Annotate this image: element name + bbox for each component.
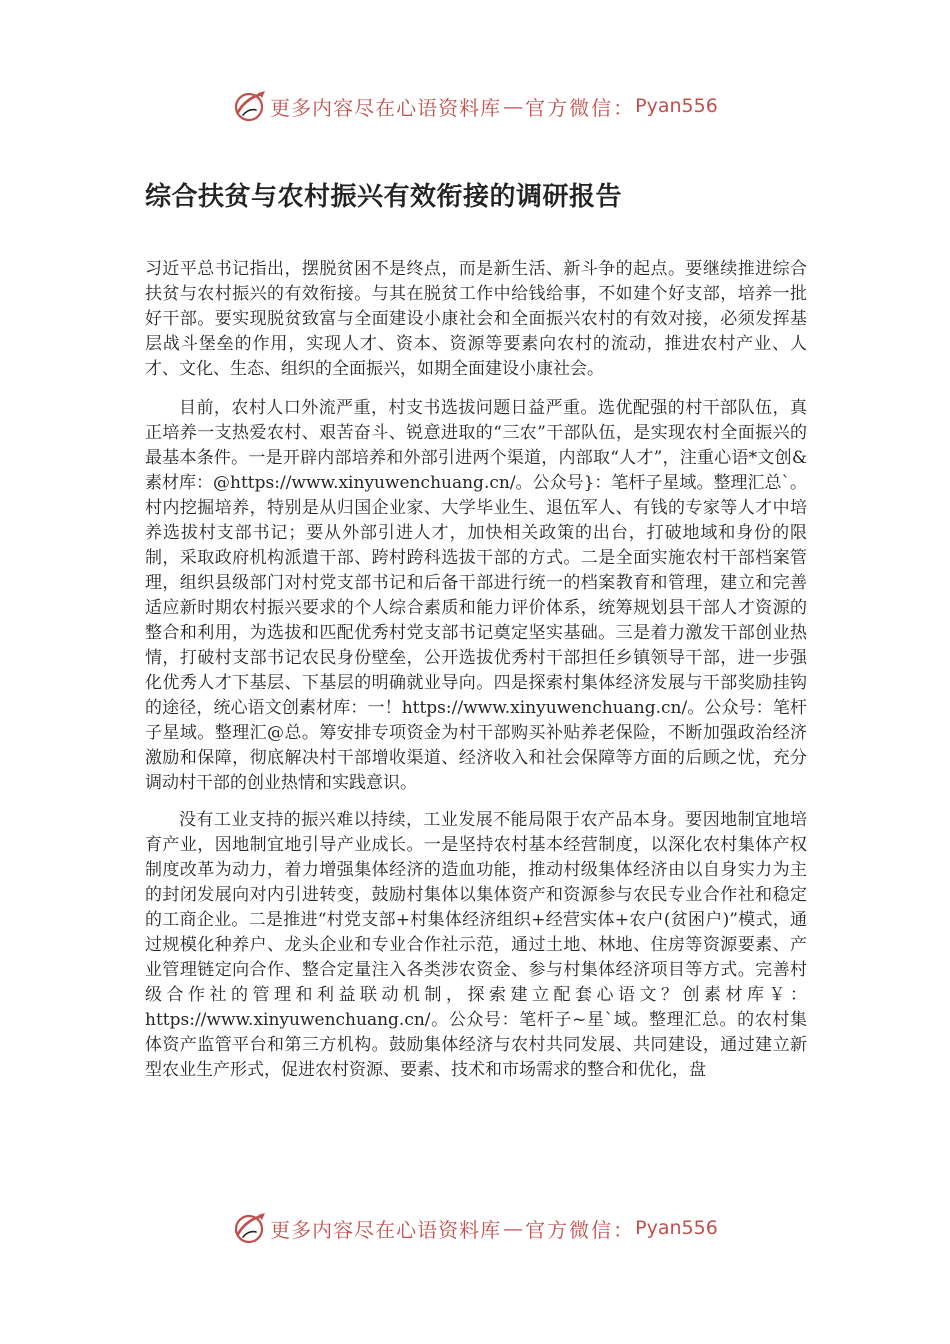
- paragraph-industry: 没有工业支持的振兴难以持续，工业发展不能局限于农产品本身。要因地制宜地培育产业，因地制宜地引导产业成长。一是坚持农村基本经营制度，以深化农村集体产权制度改革为动力，着力增强集体经济的造血功能，推动村级集体经济由以自身实力为主的封闭发展向对内引进转变，鼓励村集体以集体资产和资源参与农民专业合作社和稳定的工商企业。二是推进“村党支部+村集体经济组织+经营实体+农户(贫困户)”模式，通过规模化种养户、龙头企业和专业合作社示范，通过土地、林地、住房等资源要素、产业管理链定向合作、整合定量注入各类涉农资金、参与村集体经济项目等方式。完善村级合作社的管理和利益联动机制，探索建立配套心语文？创素材库￥：https://www.xinyuwenchuang.cn/。公众号：笔杆子~星`域。整理汇总。的农村集体资产监管平台和第三方机构。鼓励集体经济与农村共同发展、共同建设，通过建立新型农业生产形式，促进农村资源、要素、技术和市场需求的整合和优化，盘: [145, 810, 807, 1080]
- wechat-label: 官方微信：: [525, 1217, 636, 1242]
- wechat-id: Pyan556: [635, 1217, 718, 1239]
- wechat-id: Pyan556: [635, 95, 718, 117]
- document-body: [145, 257, 807, 1095]
- paragraph-cadres: 目前，农村人口外流严重，村支书选拔问题日益严重。选优配强的村干部队伍，真正培养一支热爱农村、艰苦奋斗、锐意进取的“三农”干部队伍，是实现农村全面振兴的最基本条件。一是开辟内部培养和外部引进两个渠道，内部取“人才”，注重心语*文创&素材库：@https://www.xinyuwenchuang.cn/。公众号}：笔杆子星域。整理汇总`。村内挖掘培养，特别是从归国企业家、大学毕业生、退伍军人、有钱的专家等人才中培养选拔村支部书记；要从外部引进人才，加快相关政策的出台，打破地域和身份的限制，采取政府机构派遣干部、跨村跨科选拔干部的方式。二是全面实施农村干部档案管理，组织县级部门对村党支部书记和后备干部进行统一的档案教育和管理，建立和完善适应新时期农村振兴要求的个人综合素质和能力评价体系，统筹规划县干部人才资源的整合和利用，为选拔和匹配优秀村党支部书记奠定坚实基础。三是着力激发干部创业热情，打破村支部书记农民身份壁垒，公开选拔优秀村干部担任乡镇领导干部，进一步强化优秀人才下基层、下基层的明确就业导向。四是探索村集体经济发展与干部奖励挂钩的途径，统心语文创素材库：一！https://www.xinyuwenchuang.cn/。公众号：笔杆子星域。整理汇@总。筹安排专项资金为村干部购买补贴养老保险，不断加强政治经济激励和保障，彻底解决村干部增收渠道、经济收入和社会保障等方面的后顾之忧，充分调动村干部的创业热情和实践意识。: [145, 398, 807, 793]
- paragraph-intro: 习近平总书记指出，摆脱贫困不是终点，而是新生活、新斗争的起点。要继续推进综合扶贫与农村振兴的有效衔接。与其在脱贫工作中给钱给事，不如建个好支部，培养一批好干部。要实现脱贫致富与全面建设小康社会和全面振兴农村的有效对接，必须发挥基层战斗堡垒的作用，实现人才、资本、资源等要素向农村的流动，推进农村产业、人才、文化、生态、组织的全面振兴，如期全面建设小康社会。: [145, 259, 807, 379]
- banner-dash: —: [503, 1216, 524, 1240]
- site-name: 更多内容尽在心语资料库: [270, 95, 502, 120]
- wechat-label: 官方微信：: [525, 95, 636, 120]
- header-watermark-banner: [0, 84, 950, 128]
- pen-swirl-logo-icon: [232, 1210, 268, 1246]
- pen-swirl-logo-icon: [232, 88, 268, 124]
- banner-dash: —: [503, 94, 524, 118]
- site-name: 更多内容尽在心语资料库: [270, 1217, 502, 1242]
- document-title: 综合扶贫与农村振兴有效衔接的调研报告: [145, 182, 623, 212]
- footer-watermark-banner: [0, 1206, 950, 1250]
